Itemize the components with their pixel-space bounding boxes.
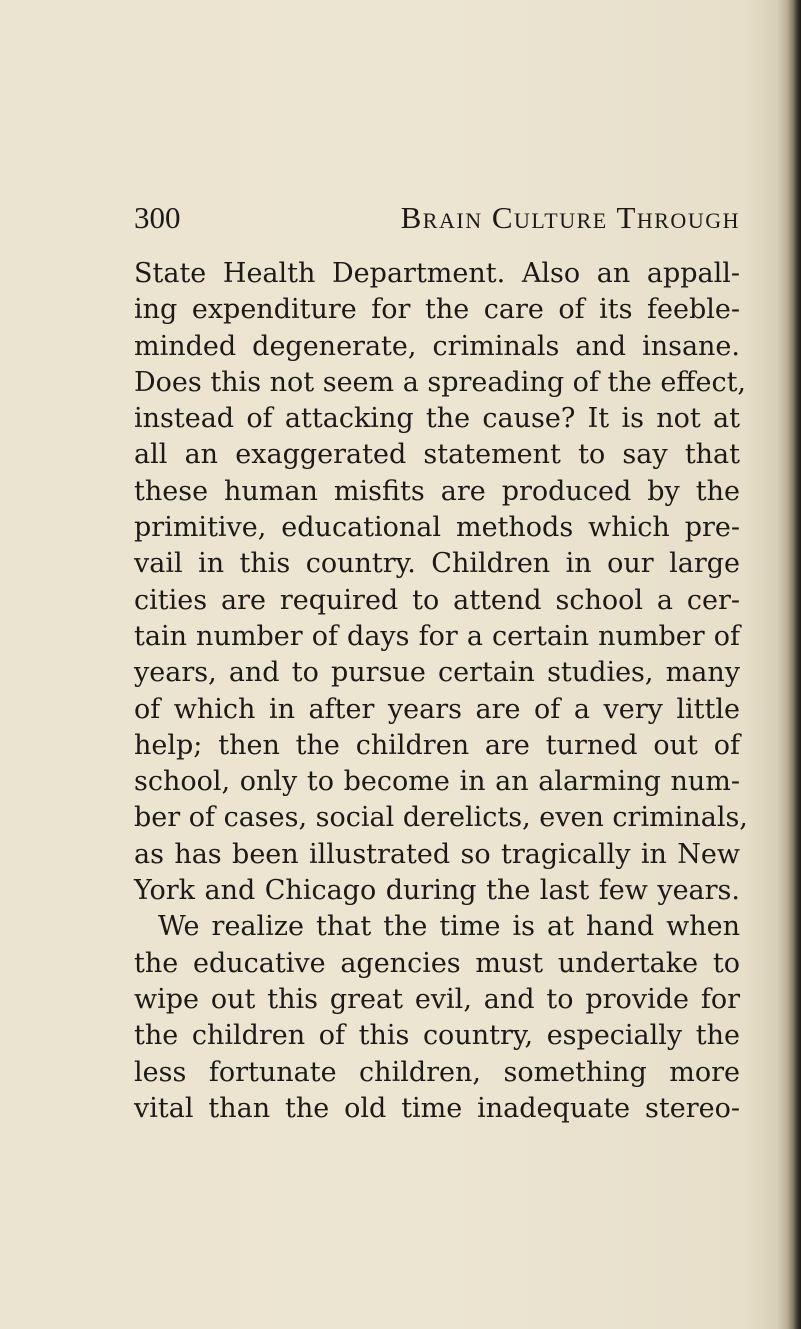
text-line: vital than the old time inadequate stereo- [134, 1092, 740, 1124]
text-line: wipe out this great evil, and to provide for [134, 983, 740, 1015]
running-head: Brain Culture Through [400, 200, 740, 235]
text-line: State Health Department. Also an appall- [134, 258, 740, 289]
page-edge-shadow [787, 0, 801, 1329]
body-text [134, 256, 748, 1127]
text-line: instead of attacking the cause? It is not at [134, 403, 740, 435]
text-line: York and Chicago during the last few years. [134, 875, 740, 907]
text-line: years, and to pursue certain studies, many [134, 657, 740, 689]
text-line: tain number of days for a certain number of [134, 620, 740, 652]
text-line: minded degenerate, criminals and insane. [134, 330, 740, 362]
text-line: the children of this country, especially the [134, 1020, 740, 1052]
text-line: the educative agencies must undertake to [134, 947, 740, 979]
text-line: these human misfits are produced by the [134, 475, 740, 507]
text-line: all an exaggerated statement to say that [134, 439, 740, 471]
text-line: of which in after years are of a very little [134, 693, 740, 725]
text-line: as has been illustrated so tragically in New [134, 838, 740, 870]
text-line: ber of cases, social derelicts, even criminals, [134, 802, 748, 834]
text-line: less fortunate children, something more [134, 1056, 740, 1088]
text-line: help; then the children are turned out of [134, 729, 740, 761]
text-line: ing expenditure for the care of its feeble- [134, 294, 740, 326]
text-line: vail in this country. Children in our large [134, 548, 740, 580]
page-number: 300 [134, 200, 181, 235]
text-line: cities are required to attend school a cer- [134, 584, 740, 616]
text-line: school, only to become in an alarming num- [134, 766, 740, 798]
page-header [134, 198, 740, 238]
text-line: primitive, educational methods which pre- [134, 512, 740, 544]
paragraph-start-line: We realize that the time is at hand when [158, 911, 740, 943]
text-line: Does this not seem a spreading of the effect, [134, 366, 747, 398]
